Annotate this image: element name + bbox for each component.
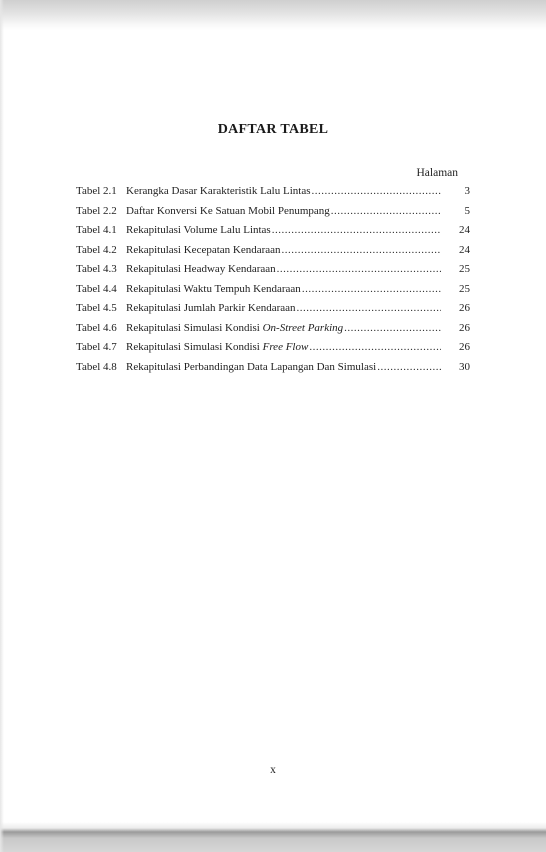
table-label: Tabel 4.7 bbox=[76, 341, 117, 353]
table-label: Tabel 4.6 bbox=[76, 321, 117, 334]
table-label: Tabel 4.1 bbox=[76, 224, 117, 236]
table-title: Daftar Konversi Ke Satuan Mobil Penumpang bbox=[126, 204, 330, 217]
dot-leader bbox=[311, 185, 441, 197]
page-number: 30 bbox=[459, 360, 470, 373]
page-number: 26 bbox=[459, 302, 470, 314]
table-label: Tabel 4.4 bbox=[76, 282, 117, 295]
page-number: 24 bbox=[459, 224, 470, 236]
table-title: Kerangka Dasar Karakteristik Lalu Lintas bbox=[126, 185, 311, 197]
table-title: Rekapitulasi Kecepatan Kendaraan bbox=[126, 243, 281, 256]
dot-leader bbox=[277, 263, 441, 275]
table-label: Tabel 2.2 bbox=[76, 204, 117, 217]
list-item bbox=[76, 185, 470, 205]
page-number: 3 bbox=[464, 185, 470, 197]
table-label: Tabel 2.1 bbox=[76, 185, 117, 197]
footer-page-number: x bbox=[270, 764, 276, 776]
list-item bbox=[76, 205, 470, 225]
table-list bbox=[76, 185, 470, 380]
dot-leader bbox=[282, 244, 441, 256]
list-item bbox=[76, 283, 470, 303]
list-item bbox=[76, 263, 470, 283]
dot-leader bbox=[309, 341, 441, 353]
page-number: 25 bbox=[459, 263, 470, 275]
page-column-header: Halaman bbox=[416, 167, 458, 179]
table-title: Rekapitulasi Waktu Tempuh Kendaraan bbox=[126, 282, 301, 295]
table-title: Rekapitulasi Jumlah Parkir Kendaraan bbox=[126, 302, 296, 314]
page-number: 26 bbox=[459, 321, 470, 334]
page-number: 26 bbox=[459, 341, 470, 353]
page-title: DAFTAR TABEL bbox=[217, 122, 329, 137]
list-item bbox=[76, 244, 470, 264]
dot-leader bbox=[377, 361, 441, 373]
page-number: 25 bbox=[459, 282, 470, 295]
page-number: 5 bbox=[464, 204, 470, 217]
list-item bbox=[76, 361, 470, 381]
list-item bbox=[76, 322, 470, 342]
table-title: Rekapitulasi Perbandingan Data Lapangan Dan Simulasi bbox=[126, 360, 377, 373]
table-title: Rekapitulasi Volume Lalu Lintas bbox=[126, 224, 271, 236]
table-title: Rekapitulasi Headway Kendaraan bbox=[126, 263, 276, 275]
dot-leader bbox=[272, 224, 441, 236]
dot-leader bbox=[297, 302, 441, 314]
dot-leader bbox=[344, 322, 441, 334]
dot-leader bbox=[331, 205, 441, 217]
list-item bbox=[76, 341, 470, 361]
table-title: Rekapitulasi Simulasi Kondisi Free Flow bbox=[126, 341, 309, 353]
table-label: Tabel 4.3 bbox=[76, 263, 117, 275]
dot-leader bbox=[302, 283, 441, 295]
table-title: Rekapitulasi Simulasi Kondisi On-Street Parking bbox=[126, 321, 344, 334]
table-label: Tabel 4.2 bbox=[76, 243, 117, 256]
page-number: 24 bbox=[459, 243, 470, 256]
list-item bbox=[76, 224, 470, 244]
list-item bbox=[76, 302, 470, 322]
table-label: Tabel 4.5 bbox=[76, 302, 117, 314]
table-label: Tabel 4.8 bbox=[76, 360, 117, 373]
